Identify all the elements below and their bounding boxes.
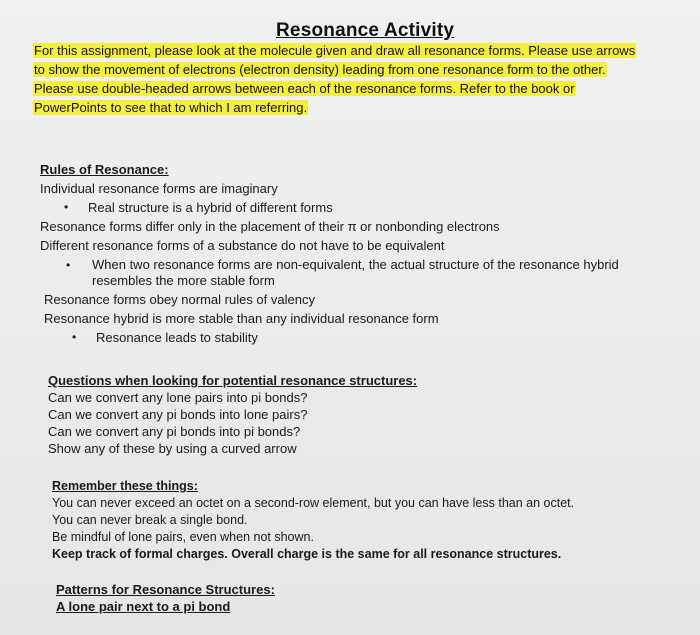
rule-bullet-text: When two resonance forms are non-equivalent, the actual structure of the resonance hybrid resembles the more stable form <box>92 257 619 288</box>
intro-line-2: to show the movement of electrons (electron density) leading from one resonance form to the other. <box>34 62 606 77</box>
rule-bullet-text: Real structure is a hybrid of different forms <box>88 200 333 215</box>
page-title: Resonance Activity <box>276 20 455 41</box>
bullet-dot: • <box>64 200 69 214</box>
question-item: Can we convert any pi bonds into lone pairs? <box>48 407 308 422</box>
rules-heading: Rules of Resonance: <box>40 162 169 177</box>
question-item: Can we convert any lone pairs into pi bonds? <box>48 390 308 405</box>
rule-item: Individual resonance forms are imaginary <box>40 181 278 196</box>
remember-item: You can never break a single bond. <box>52 513 248 527</box>
questions-section <box>48 372 668 457</box>
rules-section <box>40 160 670 347</box>
remember-item-bold: Keep track of formal charges. Overall charge is the same for all resonance structures. <box>52 547 562 561</box>
patterns-section <box>56 581 656 615</box>
rule-item: Resonance forms differ only in the placement of their π or nonbonding electrons <box>40 219 500 234</box>
patterns-subheading: A lone pair next to a pi bond <box>56 599 231 614</box>
rule-bullet-text: Resonance leads to stability <box>96 330 258 345</box>
remember-item: Be mindful of lone pairs, even when not shown. <box>52 530 314 544</box>
question-item: Show any of these by using a curved arrow <box>48 441 297 456</box>
rule-bullet <box>40 198 670 217</box>
remember-item: You can never exceed an octet on a second-row element, but you can have less than an octet. <box>52 496 575 510</box>
intro-line-3: Please use double-headed arrows between each of the resonance forms. Refer to the book or <box>34 81 575 96</box>
rule-bullet <box>40 328 670 347</box>
bullet-dot: • <box>66 258 71 272</box>
rule-bullet <box>40 257 670 289</box>
patterns-heading: Patterns for Resonance Structures: <box>56 582 275 597</box>
rule-item: Different resonance forms of a substance do not have to be equivalent <box>40 238 445 253</box>
questions-heading: Questions when looking for potential resonance structures: <box>48 373 418 388</box>
intro-line-1: For this assignment, please look at the molecule given and draw all resonance forms. Please use arrows <box>34 43 636 58</box>
intro-line-4: PowerPoints to see that to which I am referring. <box>34 100 308 115</box>
intro-paragraph <box>33 41 678 117</box>
bullet-dot: • <box>72 330 77 344</box>
rule-item: Resonance hybrid is more stable than any individual resonance form <box>44 311 439 326</box>
rule-item: Resonance forms obey normal rules of valency <box>44 292 315 307</box>
question-item: Can we convert any pi bonds into pi bonds? <box>48 424 301 439</box>
remember-heading: Remember these things: <box>52 479 198 493</box>
remember-section <box>52 478 682 563</box>
